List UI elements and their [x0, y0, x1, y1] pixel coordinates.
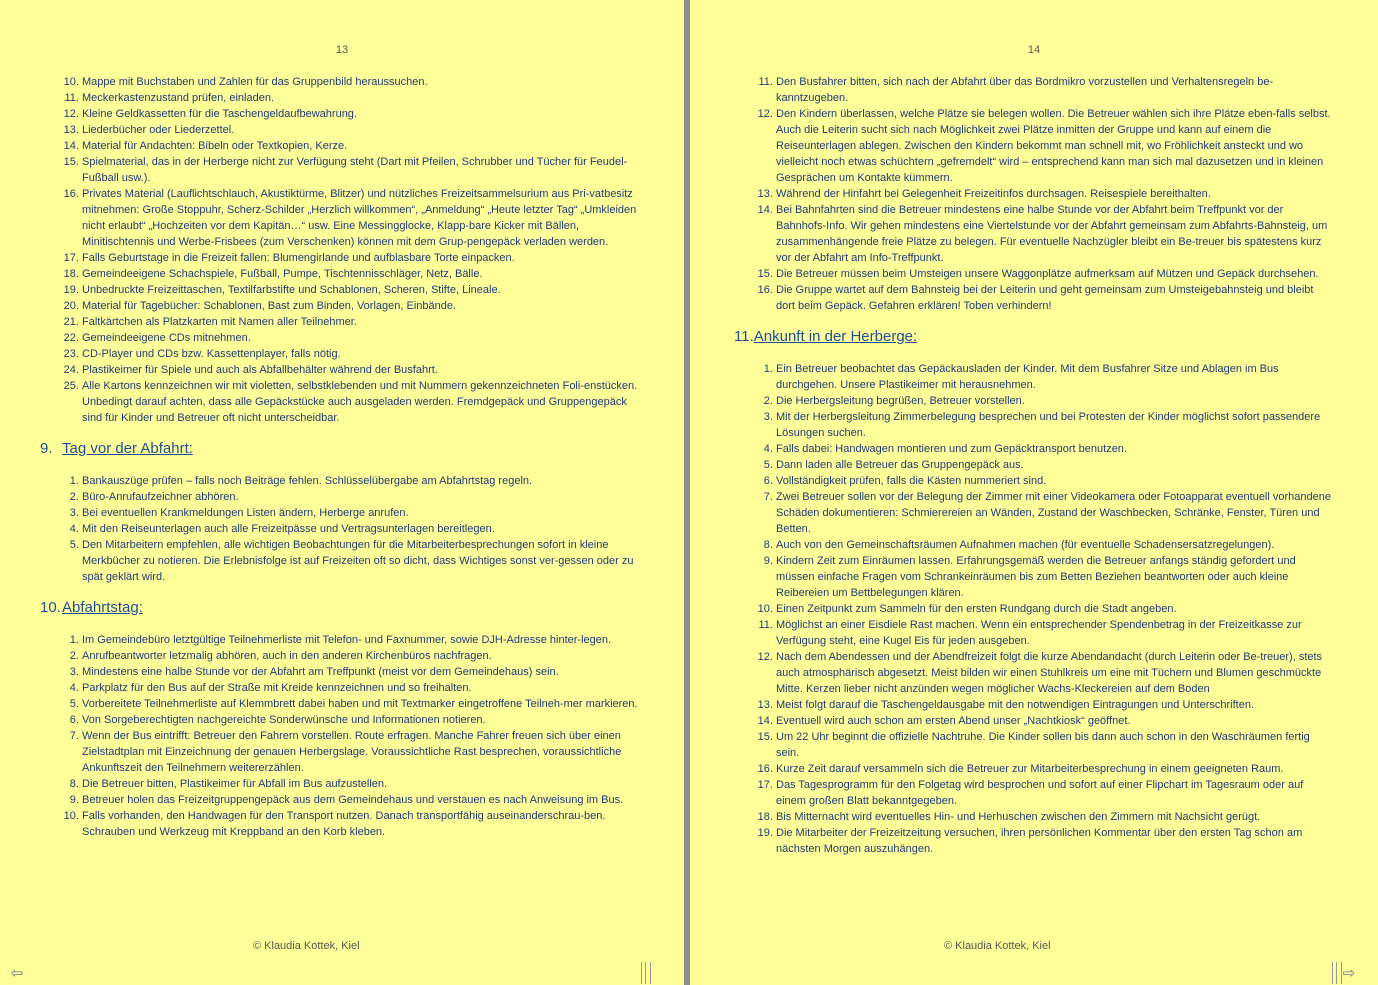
section-heading-11 — [734, 328, 1334, 345]
section-number: 9. — [40, 440, 53, 457]
section-title: Abfahrtstag: — [62, 599, 143, 616]
list-item: 22. Gemeindeeigene CDs mitnehmen. — [82, 330, 644, 346]
list-item: 1. Bankauszüge prüfen – falls noch Beiträge fehlen. Schlüsselübergabe am Abfahrtstag regeln. — [82, 473, 644, 489]
list-item: 17. Falls Geburtstage in die Freizeit fallen: Blumengirlande und aufblasbare Torte einpacken. — [82, 250, 644, 266]
list-item: 1. Ein Betreuer beobachtet das Gepäckausladen der Kinder. Mit dem Busfahrer Sitze und Ablagen im Bus durchgehen. Unsere Plastikeimer mit herausnehmen. — [776, 361, 1334, 393]
list-item: 17. Das Tagesprogramm für den Folgetag wird besprochen und sofort auf einer Flipchart im Tagesraum oder auf einem großen Blatt bekanntgegeben. — [776, 777, 1334, 809]
list-item: 3. Mit der Herbergsleitung Zimmerbelegung besprechen und bei Protesten der Kinder möglichst sofort passendere Lösungen suchen. — [776, 409, 1334, 441]
right-page — [690, 0, 1378, 985]
list-item: 10. Falls vorhanden, den Handwagen für den Transport nutzen. Danach transportfähig auseinanderschrau-ben. Schrauben und Werkzeug mit Kreppband an den Korb kleben. — [82, 808, 644, 840]
copyright-footer: © Klaudia Kottek, Kiel — [944, 940, 1051, 952]
list-item: 9. Betreuer holen das Freizeitgruppengepäck aus dem Gemeindehaus und verstauen es nach Anweisung im Bus. — [82, 792, 644, 808]
list-item: 24. Plastikeimer für Spiele und auch als Abfallbehälter während der Busfahrt. — [82, 362, 644, 378]
checklist — [734, 74, 1334, 314]
checklist — [40, 74, 644, 426]
list-item: 11. Meckerkastenzustand prüfen, einladen. — [82, 90, 644, 106]
list-item: 12. Kleine Geldkassetten für die Taschengeldaufbewahrung. — [82, 106, 644, 122]
list-item: 10. Mappe mit Buchstaben und Zahlen für das Gruppenbild heraussuchen. — [82, 74, 644, 90]
list-item: 12. Den Kindern überlassen, welche Plätze sie belegen wollen. Die Betreuer wählen sich ihre Plätze eben-falls selbst. Auch die Leiterin sucht sich nach Möglichkeit zwei Plätze inmitten der Gruppe und kann auf einem die Reiseunterlagen ablegen. Zwischen den Kindern bekommt man schnell mit, wo Fröhlichkeit ansteckt und wo vielleicht noch etwas schüchtern „gefremdelt“ wird – entsprechend kann man sich mal dazusetzen und in kleinen Gesprächen um Kontakte kümmern. — [776, 106, 1334, 186]
page-number: 14 — [1027, 44, 1041, 56]
list-item: 2. Anrufbeantworter letzmalig abhören, auch in den anderen Kirchenbüros nachfragen. — [82, 648, 644, 664]
list-item: 13. Liederbücher oder Liederzettel. — [82, 122, 644, 138]
section-number: 11. — [734, 328, 754, 345]
list-item: 16. Kurze Zeit darauf versammeln sich die Betreuer zur Mitarbeiterbesprechung in einem geeigneten Raum. — [776, 761, 1334, 777]
list-item: 7. Wenn der Bus eintrifft: Betreuer den Fahrern vorstellen. Route erfragen. Manche Fahrer freuen sich über einen Zielstadtplan mit Einzeichnung der genauen Herbergslage. Voraussichtliche Rast besprechen, voraussichtliche Ankunftszeit den Teilnehmern weitererzählen. — [82, 728, 644, 776]
list-item: 9. Kindern Zeit zum Einräumen lassen. Erfahrungsgemäß werden die Betreuer anfangs ständig gefordert und müssen einfache Fragen vom Schrankeinräumen bis zum Betten Beziehen beantworten oder auch kleine Reibereien um Bettbelegungen klären. — [776, 553, 1334, 601]
list-item: 2. Die Herbergsleitung begrüßen, Betreuer vorstellen. — [776, 393, 1334, 409]
list-item: 16. Privates Material (Lauflichtschlauch, Akustiktürme, Blitzer) und nützliches Freizeitsammelsurium aus Pri-vatbesitz mitnehmen: Große Stoppuhr, Scherz-Schilder „Herzlich willkommen“, „Anmeldung“ „Heute letzter Tag“ „Umkleiden nicht erlaubt“ „Hochzeiten vor dem Kapitän…“ usw. Eine Messingglocke, Klapp-bare Kicker mit Bällen, Minitischtennis und Werbe-Frisbees (zum Verschenken) können mit dem Grup-pengepäck verladen werden. — [82, 186, 644, 250]
list-item: 20. Material für Tagebücher: Schablonen, Bast zum Binden, Vorlagen, Einbände. — [82, 298, 644, 314]
left-page — [0, 0, 684, 985]
list-item: 4. Parkplatz für den Bus auf der Straße mit Kreide kennzeichnen und so freihalten. — [82, 680, 644, 696]
section-title: Tag vor der Abfahrt: — [62, 440, 193, 457]
list-item: 14. Bei Bahnfahrten sind die Betreuer mindestens eine halbe Stunde vor der Abfahrt beim Treffpunkt vor der Bahnhofs-Info. Wir gehen mindestens eine Viertelstunde vor der Abfahrt gemeinsam zum Abfahrts-Bahnsteig, um zusammenhängende freie Plätze zu belegen. Für eventuelle Nachzügler bleibt ein Be-treuer bis spätestens kurz vor der Abfahrt am Info-Treffpunkt. — [776, 202, 1334, 266]
list-item: 3. Mindestens eine halbe Stunde vor der Abfahrt am Treffpunkt (meist vor dem Gemeindehaus) sein. — [82, 664, 644, 680]
list-item: 21. Faltkärtchen als Platzkarten mit Namen aller Teilnehmer. — [82, 314, 644, 330]
right-page-content — [734, 74, 1334, 857]
list-item: 13. Während der Hinfahrt bei Gelegenheit Freizeitinfos durchsagen. Reisespiele bereithalten. — [776, 186, 1334, 202]
list-item: 25. Alle Kartons kennzeichnen wir mit violetten, selbstklebenden und mit Nummern gekennzeichneten Foli-enstücken. Unbedingt darauf achten, dass alle Gepäckstücke auch ausgeladen werden. Fremdgepäck und Gruppengepäck sind für Kinder und Betreuer oft nicht unterscheidbar. — [82, 378, 644, 426]
list-item: 23. CD-Player und CDs bzw. Kassettenplayer, falls nötig. — [82, 346, 644, 362]
list-item: 13. Meist folgt darauf die Taschengeldausgabe mit den notwendigen Eintragungen und Unterschriften. — [776, 697, 1334, 713]
list-item: 14. Material für Andachten: Bibeln oder Textkopien, Kerze. — [82, 138, 644, 154]
arrow-right-icon[interactable]: ⇨ — [1342, 965, 1356, 982]
list-item: 5. Dann laden alle Betreuer das Gruppengepäck aus. — [776, 457, 1334, 473]
list-item: 18. Gemeindeeigene Schachspiele, Fußball, Pumpe, Tischtennisschläger, Netz, Bälle. — [82, 266, 644, 282]
list-item: 8. Die Betreuer bitten, Plastikeimer für Abfall im Bus aufzustellen. — [82, 776, 644, 792]
list-item: 5. Den Mitarbeitern empfehlen, alle wichtigen Beobachtungen für die Mitarbeiterbesprechungen sofort in kleine Merkbücher zu notieren. Die Erlebnisfolge ist auf Freizeiten oft so dicht, dass Wichtiges sonst ver-gessen oder zu spät geklärt wird. — [82, 537, 644, 585]
section-title: Ankunft in der Herberge: — [753, 328, 918, 345]
list-item: 2. Büro-Anrufaufzeichner abhören. — [82, 489, 644, 505]
list-item: 15. Die Betreuer müssen beim Umsteigen unsere Waggonplätze aufmerksam auf Mützen und Gepäck durchsehen. — [776, 266, 1334, 282]
left-page-content — [40, 74, 644, 840]
section-heading-10 — [40, 599, 644, 616]
section-11-list — [734, 361, 1334, 857]
section-9-list — [40, 473, 644, 585]
list-item: 7. Zwei Betreuer sollen vor der Belegung der Zimmer mit einer Videokamera oder Fotoapparat eventuell vorhandene Schäden dokumentieren: Schmierereien an Wänden, Zustand der Waschbecken, Schränke, Fenster, Türen und Betten. — [776, 489, 1334, 537]
list-item: 19. Die Mitarbeiter der Freizeitzeitung versuchen, ihren persönlichen Kommentar über den ersten Tag schon am nächsten Morgen auszuhängen. — [776, 825, 1334, 857]
scroll-handle[interactable] — [641, 962, 651, 984]
list-item: 6. Von Sorgeberechtigten nachgereichte Sonderwünsche und Informationen notieren. — [82, 712, 644, 728]
page-number: 13 — [335, 44, 349, 56]
list-item: 16. Die Gruppe wartet auf dem Bahnsteig bei der Leiterin und geht gemeinsam zum Umsteigebahnsteig und bleibt dort beim Gepäck. Gefahren erklären! Toben verhindern! — [776, 282, 1334, 314]
list-item: 12. Nach dem Abendessen und der Abendfreizeit folgt die kurze Abendandacht (durch Leiterin oder Be-treuer), stets auch atmosphärisch abgesetzt. Meist bilden wir einen Stuhlkreis um eine mit Tüchern und Blumen geschmückte Mitte. Kerzen lieber nicht anzünden wegen möglicher Wachs-Kleckereien auf dem Boden — [776, 649, 1334, 697]
copyright-footer: © Klaudia Kottek, Kiel — [253, 940, 360, 952]
list-item: 18. Bis Mitternacht wird eventuelles Hin- und Herhuschen zwischen den Zimmern mit Nachsicht gerügt. — [776, 809, 1334, 825]
list-item: 11. Den Busfahrer bitten, sich nach der Abfahrt über das Bordmikro vorzustellen und Verhaltensregeln be-kanntzugeben. — [776, 74, 1334, 106]
list-item: 4. Falls dabei: Handwagen montieren und zum Gepäcktransport benutzen. — [776, 441, 1334, 457]
list-item: 15. Spielmaterial, das in der Herberge nicht zur Verfügung steht (Dart mit Pfeilen, Schrubber und Tücher für Feudel-Fußball usw.). — [82, 154, 644, 186]
section-number: 10. — [40, 599, 61, 616]
list-item: 3. Bei eventuellen Krankmeldungen Listen ändern, Herberge anrufen. — [82, 505, 644, 521]
arrow-left-icon[interactable]: ⇦ — [10, 965, 24, 982]
list-item: 1. Im Gemeindebüro letztgültige Teilnehmerliste mit Telefon- und Faxnummer, sowie DJH-Adresse hinter-legen. — [82, 632, 644, 648]
section-heading-9 — [40, 440, 644, 457]
list-item: 5. Vorbereitete Teilnehmerliste auf Klemmbrett dabei haben und mit Textmarker eingetroffene Teilneh-mer markieren. — [82, 696, 644, 712]
list-item: 11. Möglichst an einer Eisdiele Rast machen. Wenn ein entsprechender Spendenbetrag in der Freizeitkasse zur Verfügung steht, eine Kugel Eis für jeden ausgeben. — [776, 617, 1334, 649]
list-item: 14. Eventuell wird auch schon am ersten Abend unser „Nachtkiosk“ geöffnet. — [776, 713, 1334, 729]
section-10-list — [40, 632, 644, 840]
list-item: 6. Vollständigkeit prüfen, falls die Kästen nummeriert sind. — [776, 473, 1334, 489]
list-item: 4. Mit den Reiseunterlagen auch alle Freizeitpässe und Vertragsunterlagen bereitlegen. — [82, 521, 644, 537]
list-item: 10. Einen Zeitpunkt zum Sammeln für den ersten Rundgang durch die Stadt angeben. — [776, 601, 1334, 617]
list-item: 8. Auch von den Gemeinschaftsräumen Aufnahmen machen (für eventuelle Schadensersatzregelungen). — [776, 537, 1334, 553]
list-item: 15. Um 22 Uhr beginnt die offizielle Nachtruhe. Die Kinder sollen bis dann auch schon in den Waschräumen fertig sein. — [776, 729, 1334, 761]
list-item: 19. Unbedruckte Freizeittaschen, Textilfarbstifte und Schablonen, Scheren, Stifte, Lineale. — [82, 282, 644, 298]
